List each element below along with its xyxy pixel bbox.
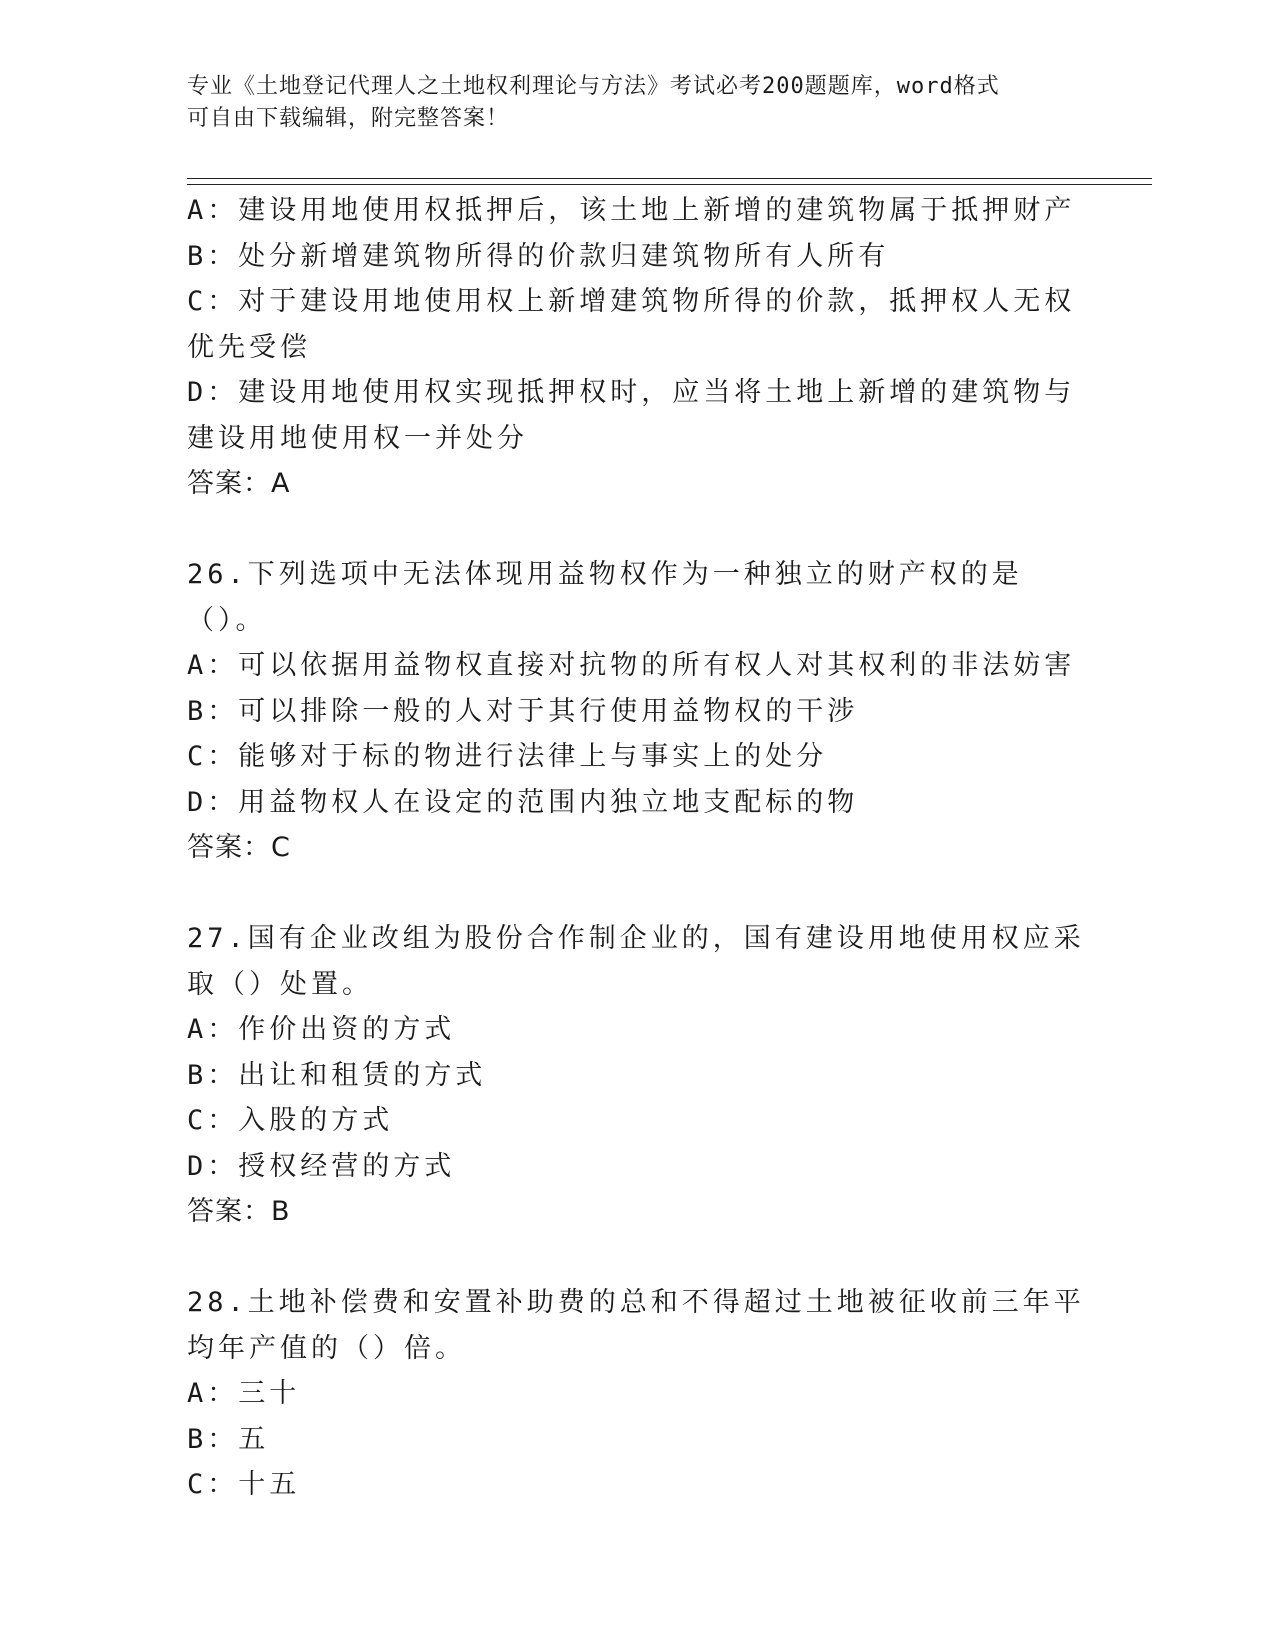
question-stem: 27.国有企业改组为股份合作制企业的，国有建设用地使用权应采取（）处置。 (187, 923, 1085, 1000)
option-c: C：能够对于标的物进行法律上与事实上的处分 (187, 741, 828, 772)
question-27 (187, 916, 1087, 1235)
document-header (187, 71, 1087, 135)
option-c: C：对于建设用地使用权上新增建筑物所得的价款，抵押权人无权优先受偿 (187, 286, 1076, 363)
spacer (187, 507, 1087, 553)
answer: 答案：B (187, 1196, 291, 1227)
question-stem: 28.土地补偿费和安置补助费的总和不得超过土地被征收前三年平均年产值的（）倍。 (187, 1287, 1085, 1364)
option-a: A：三十 (187, 1378, 301, 1409)
question-content (187, 188, 1087, 1508)
question-stem: 26.下列选项中无法体现用益物权作为一种独立的财产权的是（）。 (187, 559, 1023, 636)
spacer (187, 871, 1087, 917)
question-25-continued (187, 188, 1087, 507)
header-title-line-1: 专业《土地登记代理人之土地权利理论与方法》考试必考200题题库，word格式 (187, 74, 1000, 99)
option-b: B：出让和租赁的方式 (187, 1059, 487, 1091)
question-28 (187, 1280, 1087, 1508)
option-a: A：可以依据用益物权直接对抗物的所有权人对其权利的非法妨害 (187, 650, 1076, 681)
question-26 (187, 552, 1087, 871)
option-b: B：五 (187, 1423, 270, 1455)
answer: 答案：C (187, 832, 291, 863)
option-c: C：十五 (187, 1469, 301, 1500)
option-d: D：建设用地使用权实现抵押权时，应当将土地上新增的建筑物与建设用地使用权一并处分 (187, 377, 1076, 454)
option-a: A：建设用地使用权抵押后，该土地上新增的建筑物属于抵押财产 (187, 195, 1076, 226)
header-title-line-2: 可自由下载编辑，附完整答案！ (187, 106, 510, 131)
option-c: C：入股的方式 (187, 1105, 394, 1136)
option-a: A：作价出资的方式 (187, 1014, 456, 1045)
option-d: D：授权经营的方式 (187, 1150, 456, 1182)
option-d: D：用益物权人在设定的范围内独立地支配标的物 (187, 786, 859, 818)
header-divider (187, 178, 1152, 185)
answer: 答案：A (187, 468, 291, 499)
option-b: B：处分新增建筑物所得的价款归建筑物所有人所有 (187, 240, 890, 272)
option-b: B：可以排除一般的人对于其行使用益物权的干涉 (187, 695, 859, 727)
spacer (187, 1235, 1087, 1281)
